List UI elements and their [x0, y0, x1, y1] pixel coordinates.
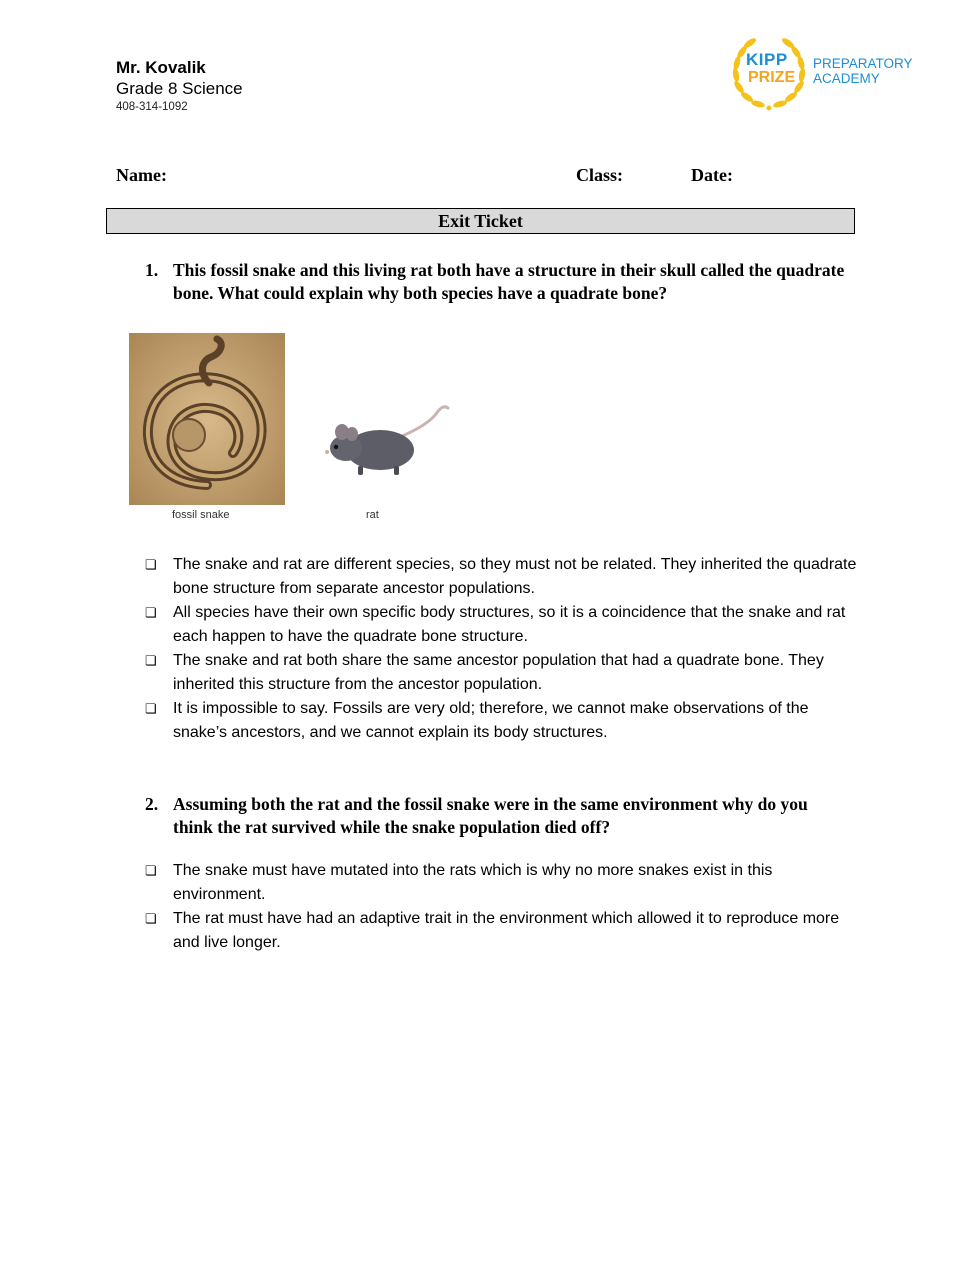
checkbox-icon[interactable]: ❏ — [145, 863, 157, 878]
option-text: The rat must have had an adaptive trait in the environment which allowed it to reproduce more and live longer. — [173, 910, 840, 951]
checkbox-icon[interactable]: ❏ — [145, 701, 157, 716]
name-field-label: Name: — [116, 165, 167, 185]
question-text: This fossil snake and this living rat both have a structure in their skull called the quadrate bone. What could explain why both species have a quadrate bone? — [173, 260, 845, 303]
school-logo — [728, 35, 918, 111]
answer-option[interactable] — [145, 553, 865, 601]
option-text: The snake and rat are different species, so they must not be related. They inherited the quadrate bone structure from separate ancestor populations. — [173, 556, 857, 597]
logo-prep-text — [813, 56, 913, 86]
teacher-header — [116, 58, 243, 114]
logo-prize-text: PRIZE — [748, 69, 796, 86]
teacher-name: Mr. Kovalik — [116, 58, 206, 77]
rat-image — [318, 402, 452, 478]
checkbox-icon[interactable]: ❏ — [145, 911, 157, 926]
logo-prep-line1: PREPARATORY — [813, 56, 913, 71]
question-number: 2. — [145, 794, 159, 814]
checkbox-icon[interactable]: ❏ — [145, 653, 157, 668]
exit-ticket-title: Exit Ticket — [106, 208, 855, 234]
option-text: The snake must have mutated into the rats which is why no more snakes exist in this environment. — [173, 862, 773, 903]
phone-number: 408-314-1092 — [116, 101, 188, 113]
answer-option[interactable] — [145, 697, 865, 745]
option-text: It is impossible to say. Fossils are very old; therefore, we cannot make observations of the snake’s ancestors, and we cannot explain its body structures. — [173, 700, 809, 741]
question-2 — [145, 793, 845, 839]
class-field-label: Class: — [576, 165, 624, 185]
answer-option[interactable] — [145, 601, 865, 649]
question-2-options — [145, 859, 865, 955]
question-number: 1. — [145, 260, 159, 280]
answer-option[interactable] — [145, 907, 865, 955]
option-text: All species have their own specific body structures, so it is a coincidence that the snake and rat each happen to have the quadrate bone structure. — [173, 604, 846, 645]
fossil-snake-image — [129, 333, 285, 505]
answer-option[interactable] — [145, 649, 865, 697]
logo-kipp-text: KIPP — [746, 50, 788, 69]
checkbox-icon[interactable]: ❏ — [145, 557, 157, 572]
question-1 — [145, 259, 845, 305]
date-field-label: Date: — [691, 165, 733, 185]
option-text: The snake and rat both share the same ancestor population that had a quadrate bone. They inherited this structure from the ancestor population. — [173, 652, 824, 693]
answer-option[interactable] — [145, 859, 865, 907]
question-1-options — [145, 553, 865, 745]
logo-prep-line2: ACADEMY — [813, 71, 880, 86]
fossil-snake-caption: fossil snake — [172, 509, 230, 521]
question-text: Assuming both the rat and the fossil snake were in the same environment why do you think the rat survived while the snake population died off? — [173, 794, 808, 837]
rat-caption: rat — [366, 509, 379, 521]
course-name: Grade 8 Science — [116, 79, 243, 98]
checkbox-icon[interactable]: ❏ — [145, 605, 157, 620]
